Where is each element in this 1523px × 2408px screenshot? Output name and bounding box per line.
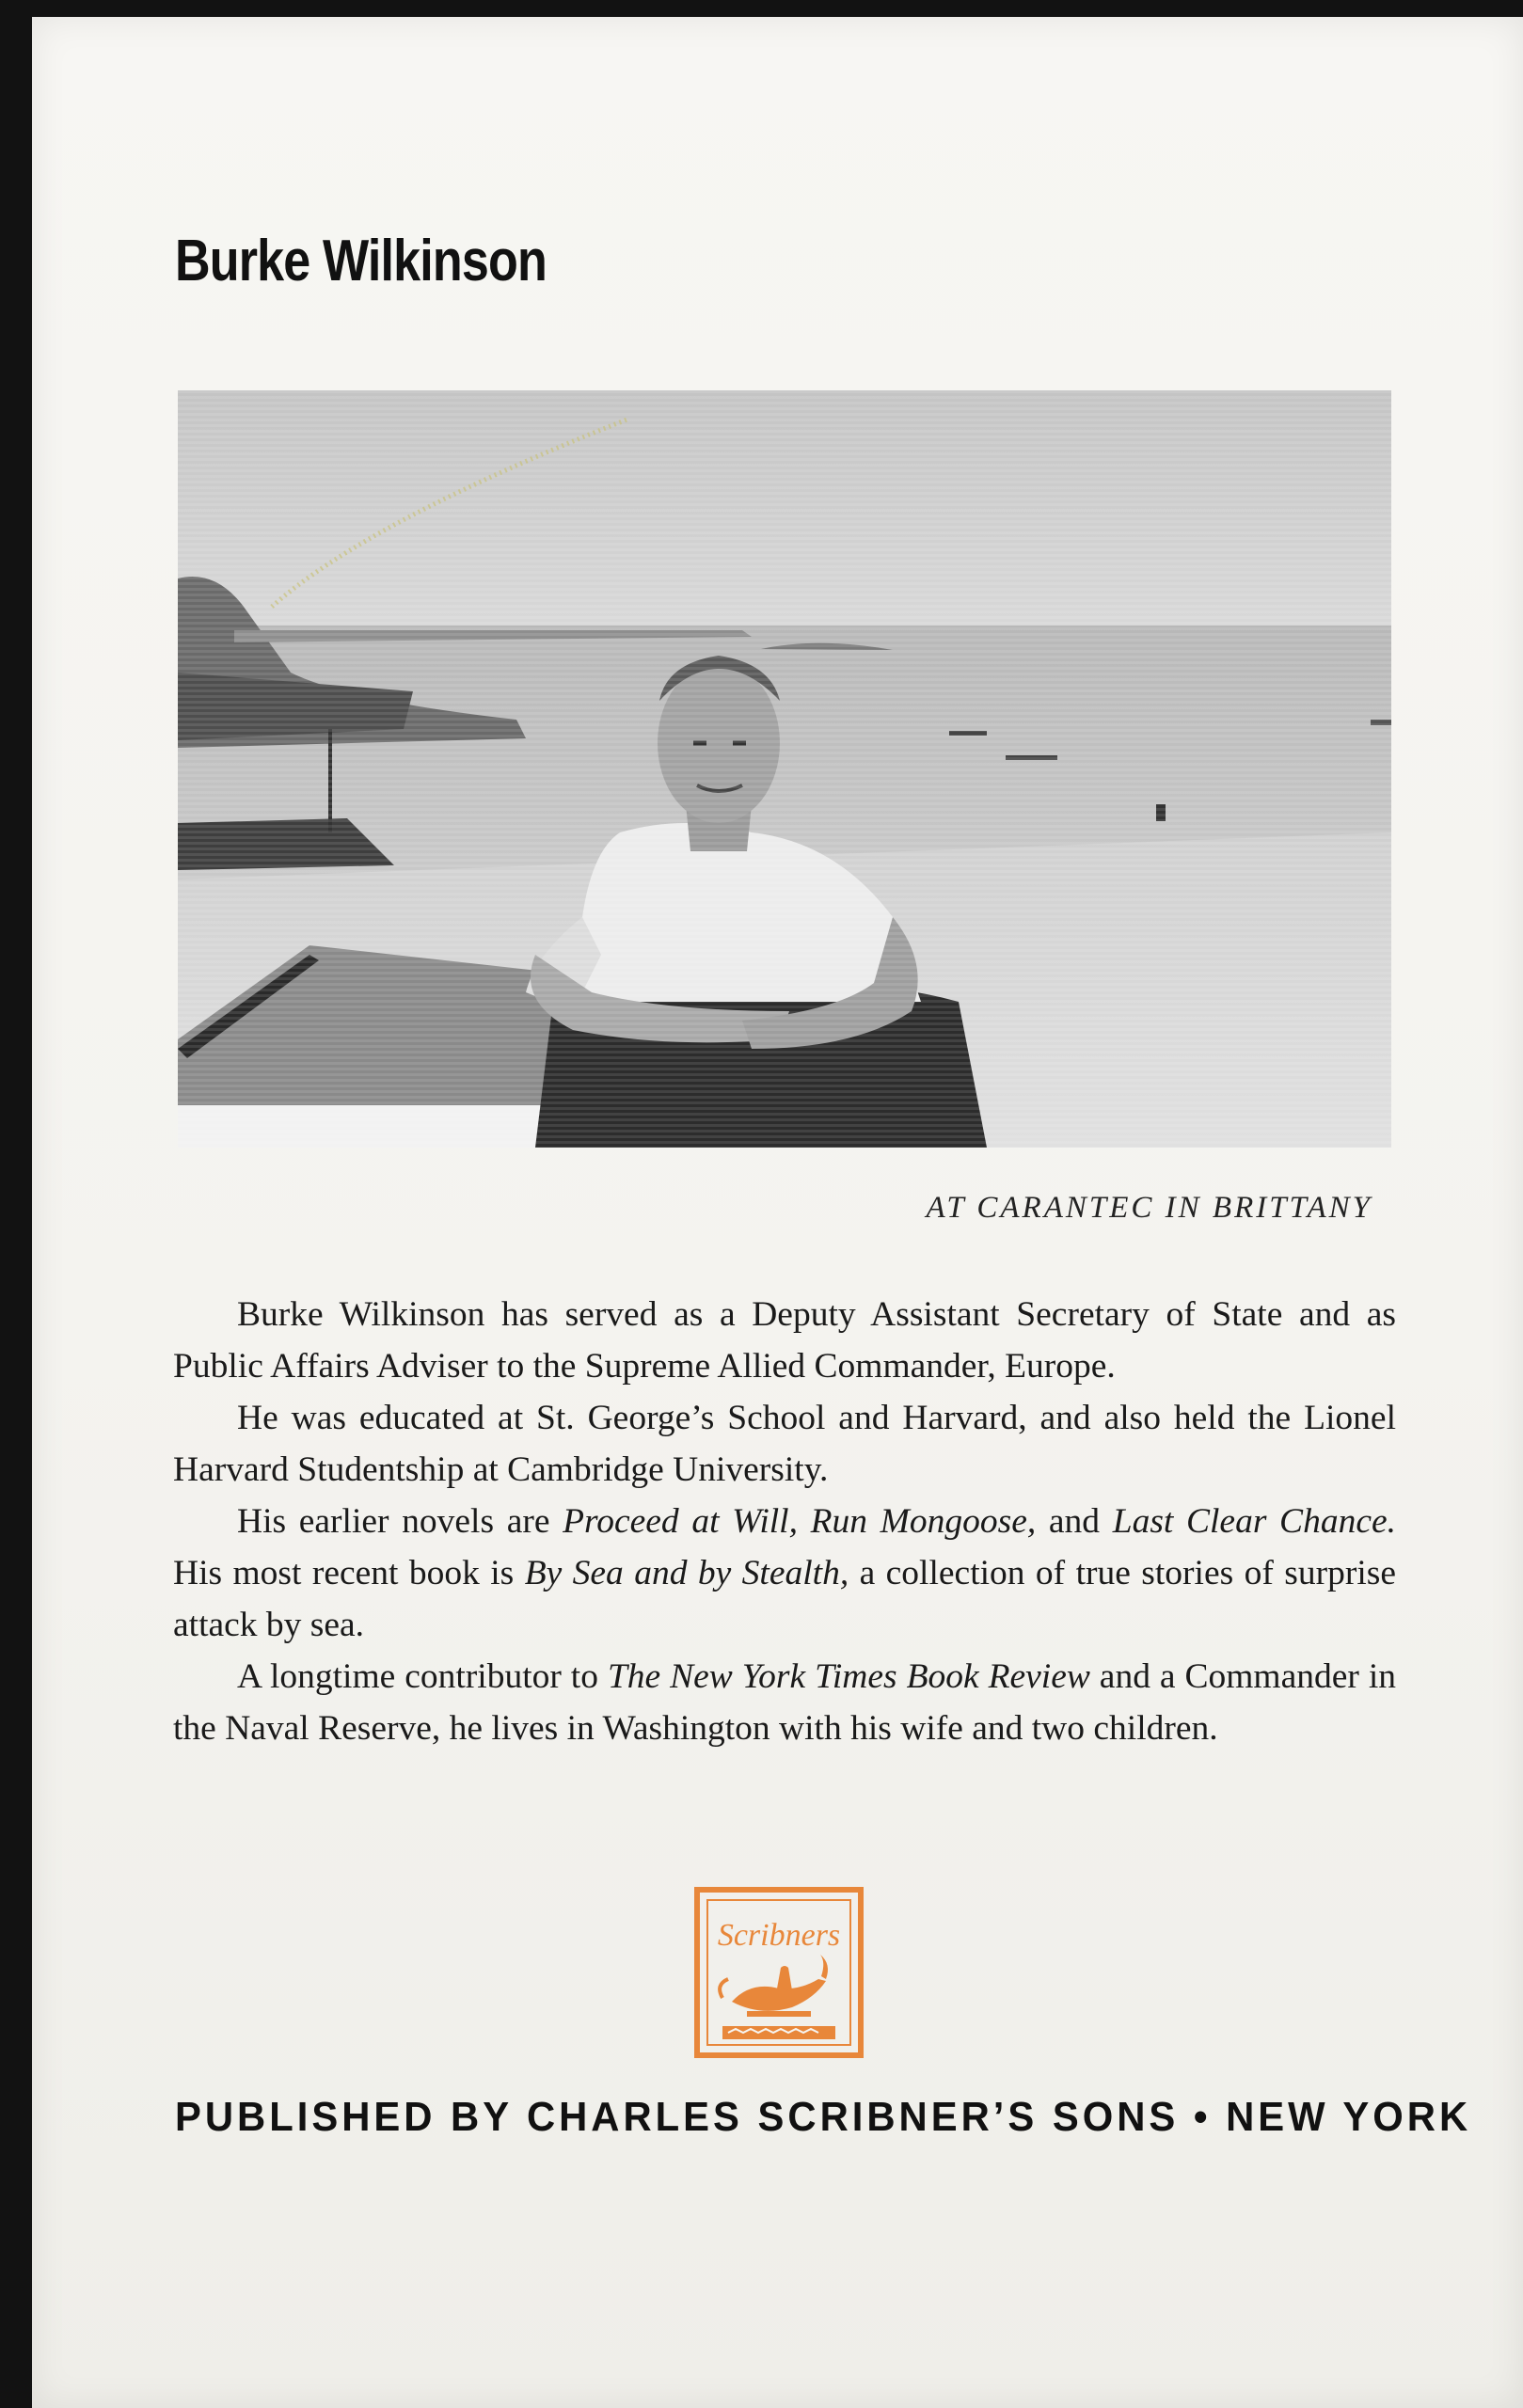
author-name: Burke Wilkinson <box>175 229 547 293</box>
book-title-by-sea-by-stealth: By Sea and by Stealth, <box>524 1554 849 1592</box>
bio-paragraph-1: Burke Wilkinson has served as a Deputy Assistant Secretary of State and as Public Affairs Adviser to the Supreme Allied Commander, Europe. <box>173 1295 1396 1386</box>
bio-p3-text-c: His most recent book is <box>173 1554 525 1592</box>
bio-p4-text-b: and a Commander in the Naval Reserve, he lives in Washington with his wife and two children. <box>173 1657 1396 1748</box>
bio-p4-text-a: A longtime contributor to <box>237 1657 608 1696</box>
author-photo <box>178 390 1391 1148</box>
book-title-proceed-mongoose: Proceed at Will, Run Mongoose, <box>563 1502 1037 1541</box>
bio-p3-text-b: and <box>1036 1502 1113 1541</box>
scribners-lamp-logo <box>694 1887 864 2058</box>
publisher-line: PUBLISHED BY CHARLES SCRIBNER’S SONS • NEW YORK <box>175 2094 1472 2140</box>
bio-paragraph-4 <box>173 1651 1396 1754</box>
bio-paragraph-2: He was educated at St. George’s School and Harvard, and also held the Lionel Harvard Studentship at Cambridge University. <box>173 1399 1396 1489</box>
bio-p3-text-d: a collection of true stories of surprise attack by sea. <box>173 1554 1396 1644</box>
photo-caption: AT CARANTEC IN BRITTANY <box>926 1191 1372 1225</box>
book-jacket-back <box>32 17 1523 2408</box>
author-portrait-photo <box>178 390 1391 1148</box>
scribners-logo-icon <box>694 1887 864 2058</box>
publication-title-nyt-book-review: The New York Times Book Review <box>607 1657 1090 1696</box>
bio-paragraph-3 <box>173 1496 1396 1651</box>
bio-p3-text-a: His earlier novels are <box>237 1502 563 1541</box>
book-title-last-clear-chance: Last Clear Chance. <box>1112 1502 1396 1541</box>
author-bio <box>173 1289 1396 1754</box>
scribners-logo-text: Scribners <box>717 1918 841 1953</box>
